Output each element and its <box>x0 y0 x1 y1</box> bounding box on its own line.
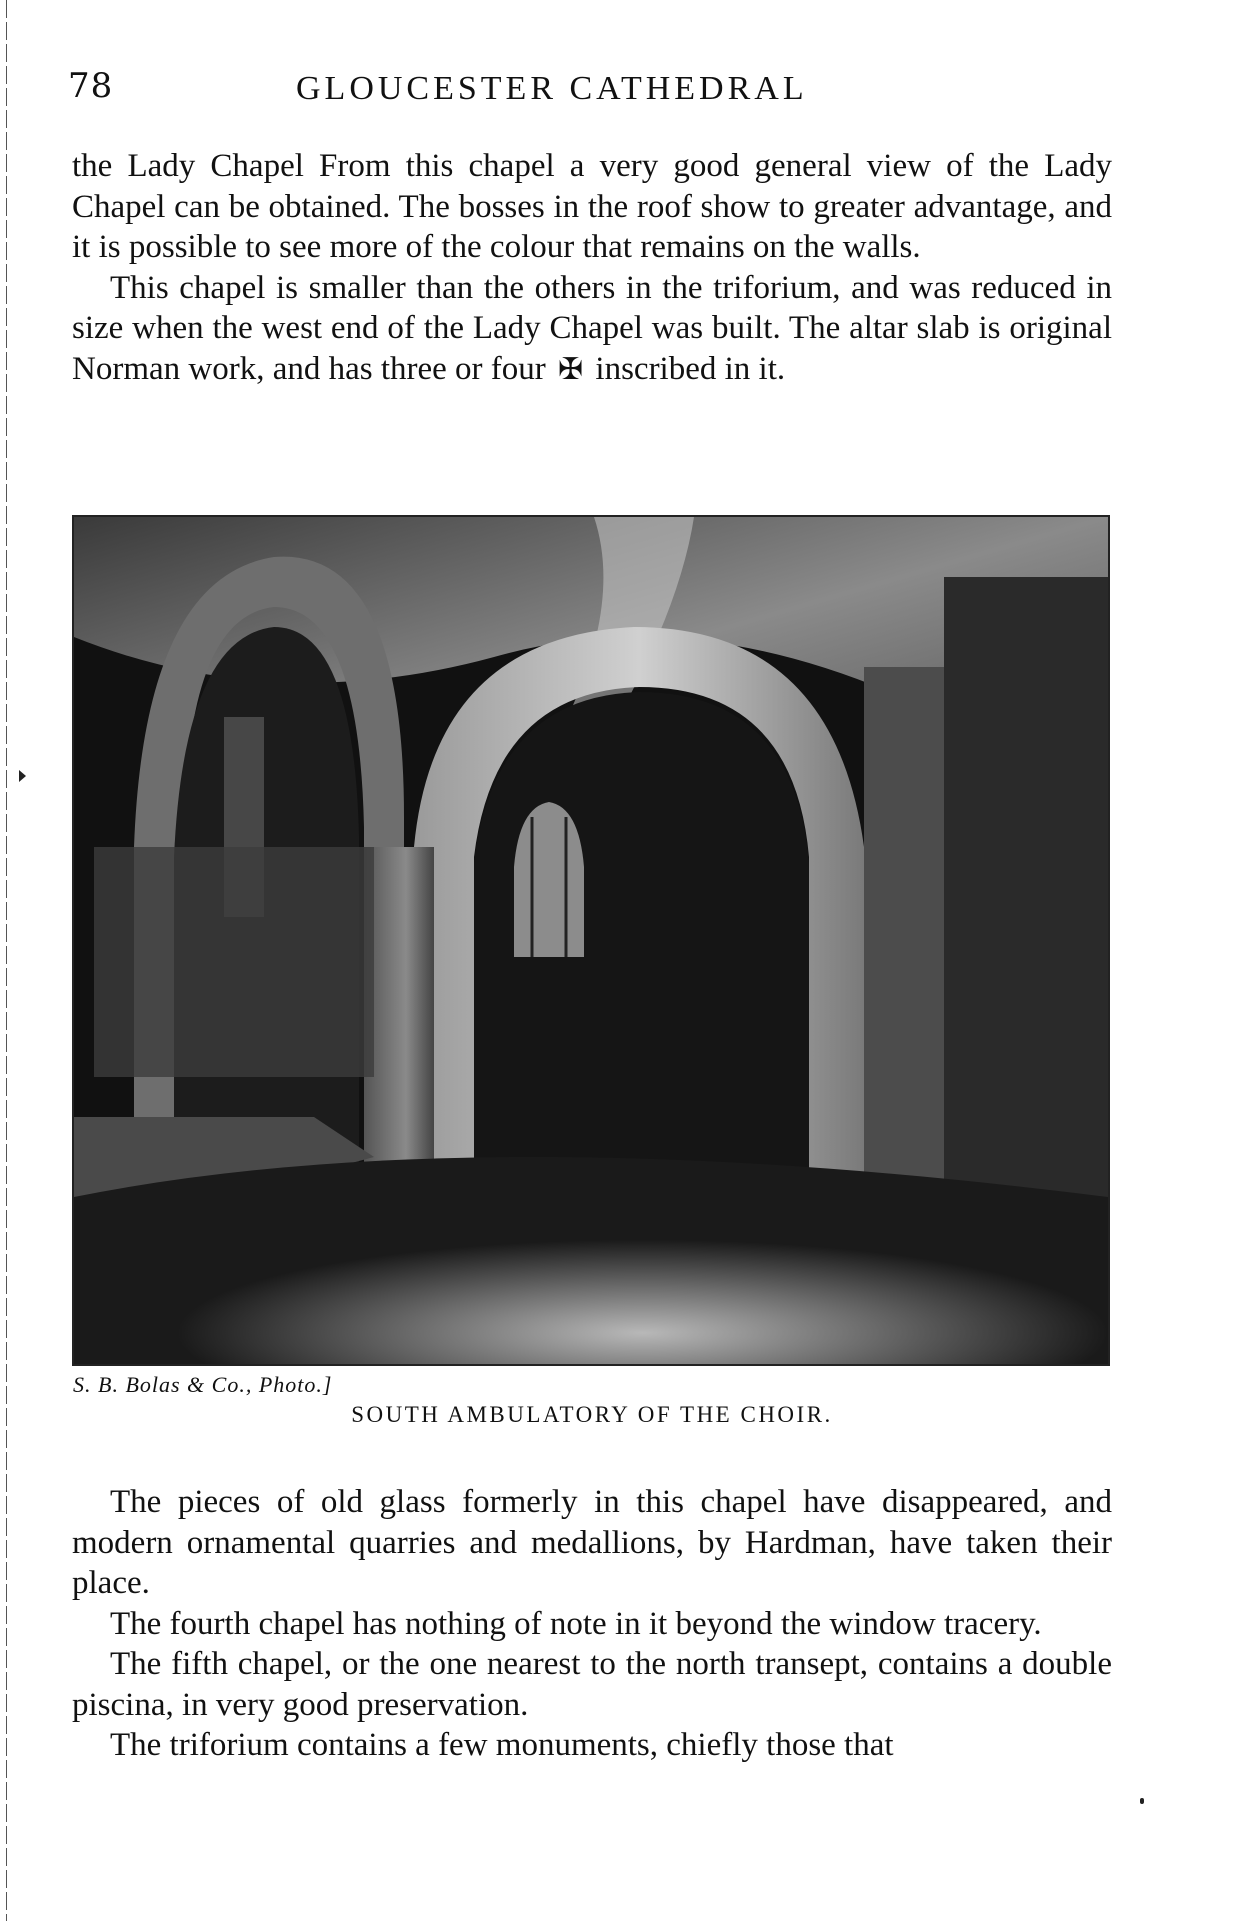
consecration-cross-icon: ✠ <box>558 352 584 386</box>
paragraph-text: inscribed in it. <box>595 350 786 387</box>
figure-caption: SOUTH AMBULATORY OF THE CHOIR. <box>351 1402 833 1427</box>
screen-wall <box>94 847 374 1077</box>
paragraph-text: This chapel is smaller than the others in the triforium, and was reduced in size when the west end of the Lady Chapel was built. The altar slab is original Norman work, and has three or four <box>72 269 1112 387</box>
bottom-text-block <box>72 1482 1112 1766</box>
distant-window <box>514 802 584 957</box>
page-number: 78 <box>68 66 114 106</box>
running-title: GLOUCESTER CATHEDRAL <box>296 70 808 107</box>
figure-photograph <box>72 515 1110 1366</box>
paragraph-lady-chapel-view: the Lady Chapel From this chapel a very good general view of the Lady Chapel can be obtained. The bosses in the roof show to greater advantage, and it is possible to see more of the colour that remains on the walls. <box>72 148 1112 265</box>
ink-speck <box>1140 1798 1144 1804</box>
paragraph-fifth-chapel: The fifth chapel, or the one nearest to the north transept, contains a double piscina, in very good preservation. <box>72 1646 1112 1723</box>
right-wall <box>944 577 1108 1277</box>
paragraph-fourth-chapel: The fourth chapel has nothing of note in it beyond the window tracery. <box>110 1605 1042 1642</box>
paragraph-chapel-smaller <box>72 268 1112 391</box>
paragraph-old-glass: The pieces of old glass formerly in this chapel have disappeared, and modern ornamental quarries and medallions, by Hardman, have taken their place. <box>72 1484 1112 1601</box>
binding-edge-line <box>6 0 7 1921</box>
page-header <box>68 66 1108 116</box>
top-text-block <box>72 146 1112 390</box>
binding-arrow-mark <box>19 770 26 782</box>
ambulatory-photo-illustration <box>74 517 1108 1364</box>
photo-credit: S. B. Bolas & Co., Photo.] <box>73 1372 333 1397</box>
paragraph-triforium-monuments: The triforium contains a few monuments, chiefly those that <box>110 1727 894 1763</box>
floor <box>74 1157 1108 1364</box>
